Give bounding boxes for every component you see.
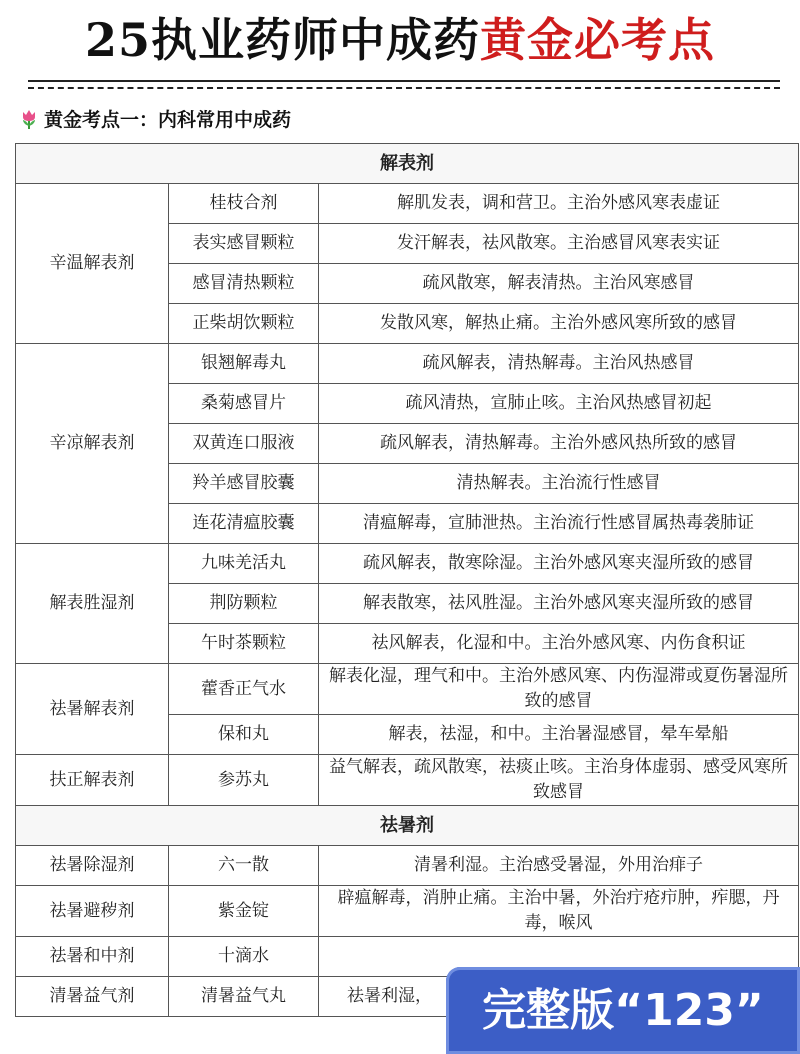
drug-name: 银翘解毒丸	[169, 344, 319, 384]
drug-description: 益气解表，疏风散寒，祛痰止咳。主治身体虚弱、感受风寒所致感冒	[319, 755, 799, 806]
drug-name: 保和丸	[169, 715, 319, 755]
category-cell: 辛温解表剂	[16, 184, 169, 344]
category-cell: 祛暑和中剂	[16, 937, 169, 977]
drug-name: 感冒清热颗粒	[169, 264, 319, 304]
drug-name: 正柴胡饮颗粒	[169, 304, 319, 344]
drug-description: 祛暑利湿，	[319, 977, 799, 1017]
title-black: 25执业药师中成药	[84, 13, 480, 67]
drug-name: 午时茶颗粒	[169, 624, 319, 664]
category-cell: 解表胜湿剂	[16, 544, 169, 664]
drug-table	[15, 143, 799, 1017]
title-dashed-underline	[28, 87, 780, 89]
drug-description: 疏风解表，散寒除湿。主治外感风寒夹湿所致的感冒	[319, 544, 799, 584]
drug-name: 羚羊感冒胶囊	[169, 464, 319, 504]
drug-description: 发汗解表，祛风散寒。主治感冒风寒表实证	[319, 224, 799, 264]
table-header-row	[16, 144, 799, 184]
drug-name: 表实感冒颗粒	[169, 224, 319, 264]
drug-name: 连花清瘟胶囊	[169, 504, 319, 544]
drug-name: 六一散	[169, 846, 319, 886]
title-underline	[28, 80, 780, 82]
drug-name: 藿香正气水	[169, 664, 319, 715]
title-red: 黄金必考点	[480, 13, 715, 67]
drug-description: 清瘟解毒，宣肺泄热。主治流行性感冒属热毒袭肺证	[319, 504, 799, 544]
section-heading	[18, 106, 291, 134]
drug-description: 祛风解表，化湿和中。主治外感风寒、内伤食积证	[319, 624, 799, 664]
drug-description: 疏风解表，清热解毒。主治风热感冒	[319, 344, 799, 384]
drug-description: 解表散寒，祛风胜湿。主治外感风寒夹湿所致的感冒	[319, 584, 799, 624]
drug-name: 清暑益气丸	[169, 977, 319, 1017]
table-row	[16, 344, 799, 384]
drug-description: 解表，祛湿，和中。主治暑湿感冒，晕车晕船	[319, 715, 799, 755]
drug-name: 双黄连口服液	[169, 424, 319, 464]
drug-name: 荆防颗粒	[169, 584, 319, 624]
drug-name: 紫金锭	[169, 886, 319, 937]
drug-description: 清热解表。主治流行性感冒	[319, 464, 799, 504]
table-row	[16, 184, 799, 224]
category-cell: 祛暑除湿剂	[16, 846, 169, 886]
category-cell: 扶正解表剂	[16, 755, 169, 806]
tulip-icon	[18, 108, 40, 130]
table-row	[16, 664, 799, 715]
table-row	[16, 544, 799, 584]
drug-description: 解肌发表，调和营卫。主治外感风寒表虚证	[319, 184, 799, 224]
table-header-row	[16, 806, 799, 846]
category-header: 解表剂	[16, 144, 799, 184]
drug-description: 辟瘟解毒，消肿止痛。主治中暑，外治疔疮疖肿，痄腮，丹毒，喉风	[319, 886, 799, 937]
category-cell: 祛暑解表剂	[16, 664, 169, 755]
table-row	[16, 846, 799, 886]
drug-name: 桑菊感冒片	[169, 384, 319, 424]
drug-name: 九味羌活丸	[169, 544, 319, 584]
drug-description: 清暑利湿。主治感受暑湿，外用治痱子	[319, 846, 799, 886]
drug-name: 参苏丸	[169, 755, 319, 806]
table-row	[16, 755, 799, 806]
page-title	[0, 8, 800, 72]
table-row	[16, 886, 799, 937]
category-cell: 清暑益气剂	[16, 977, 169, 1017]
drug-description: 疏风清热，宣肺止咳。主治风热感冒初起	[319, 384, 799, 424]
drug-description: 解表化湿，理气和中。主治外感风寒、内伤湿滞或夏伤暑湿所致的感冒	[319, 664, 799, 715]
drug-name: 十滴水	[169, 937, 319, 977]
drug-name: 桂枝合剂	[169, 184, 319, 224]
category-cell: 辛凉解表剂	[16, 344, 169, 544]
category-header: 祛暑剂	[16, 806, 799, 846]
category-cell: 祛暑避秽剂	[16, 886, 169, 937]
drug-description: 发散风寒，解热止痛。主治外感风寒所致的感冒	[319, 304, 799, 344]
drug-description: 疏风解表，清热解毒。主治外感风热所致的感冒	[319, 424, 799, 464]
section-label: 黄金考点一：内科常用中成药	[44, 109, 292, 131]
full-version-badge[interactable]: 完整版“123”	[446, 967, 800, 1054]
drug-description: 疏风散寒，解表清热。主治风寒感冒	[319, 264, 799, 304]
